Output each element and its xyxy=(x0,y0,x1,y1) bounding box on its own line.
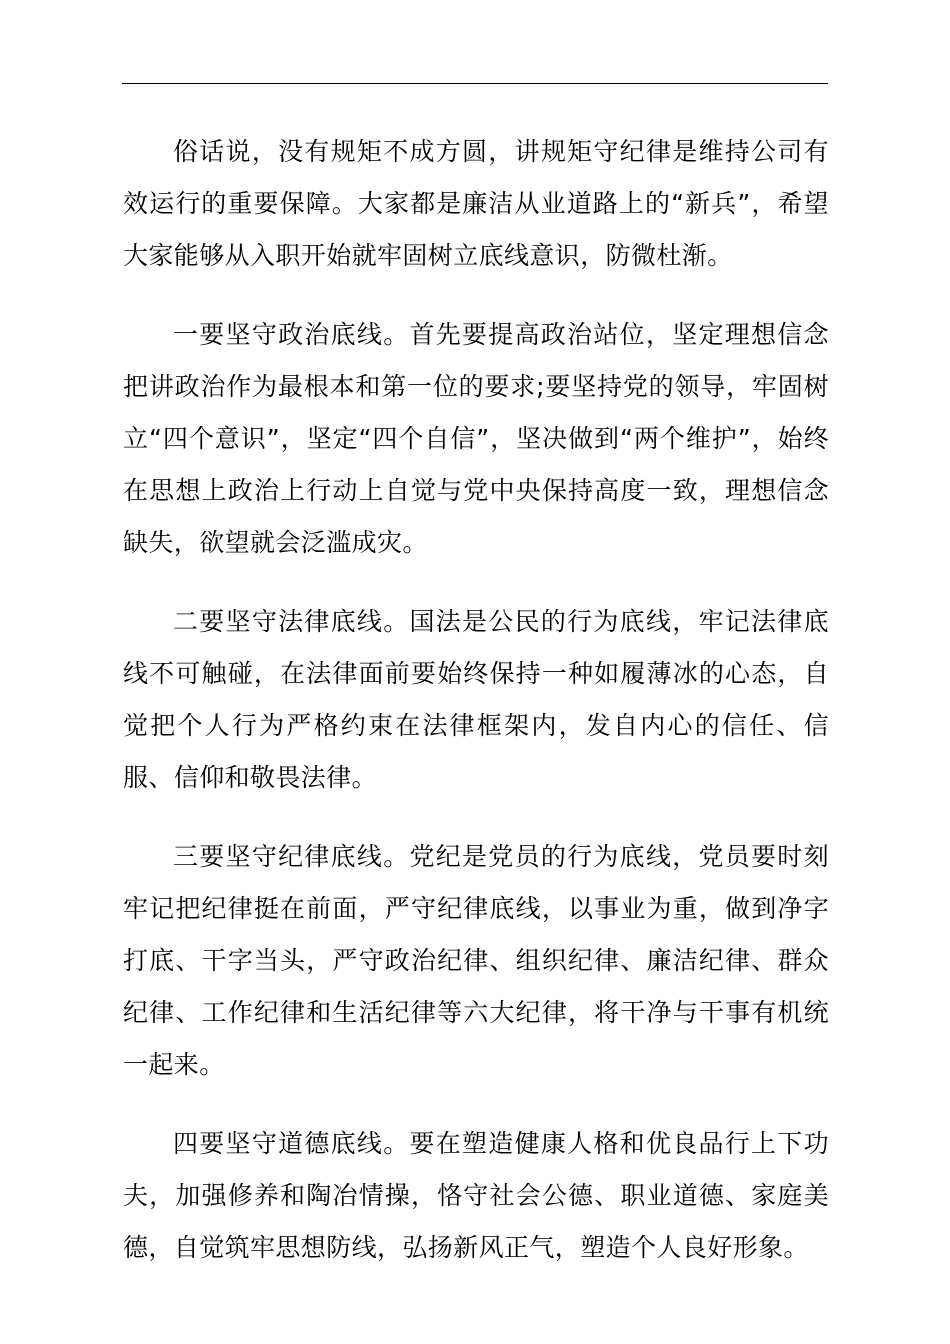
intro-paragraph: 俗话说，没有规矩不成方圆，讲规矩守纪律是维持公司有效运行的重要保障。大家都是廉洁从业道路上的“新兵”，希望大家能够从入职开始就牢固树立底线意识，防微杜渐。 xyxy=(123,137,829,270)
header-rule xyxy=(122,83,828,84)
moral-bottom-line-paragraph: 四要坚守道德底线。要在塑造健康人格和优良品行上下功夫，加强修养和陶冶情操，恪守社会公德、职业道德、家庭美德，自觉筑牢思想防线，弘扬新风正气，塑造个人良好形象。 xyxy=(123,1129,829,1262)
document-body xyxy=(123,126,829,1301)
political-bottom-line-paragraph: 一要坚守政治底线。首先要提高政治站位，坚定理想信念把讲政治作为最根本和第一位的要求;要坚持党的领导，牢固树立“四个意识”，坚定“四个自信”，坚决做到“两个维护”，始终在思想上政治上行动上自觉与党中央保持高度一致，理想信念缺失，欲望就会泛滥成灾。 xyxy=(123,320,829,557)
legal-bottom-line-paragraph: 二要坚守法律底线。国法是公民的行为底线，牢记法律底线不可触碰，在法律面前要始终保持一种如履薄冰的心态，自觉把个人行为严格约束在法律框架内，发自内心的信任、信服、信仰和敬畏法律。 xyxy=(123,607,829,792)
discipline-bottom-line-paragraph: 三要坚守纪律底线。党纪是党员的行为底线，党员要时刻牢记把纪律挺在前面，严守纪律底线，以事业为重，做到净字打底、干字当头，严守政治纪律、组织纪律、廉洁纪律、群众纪律、工作纪律和生活纪律等六大纪律，将干净与干事有机统一起来。 xyxy=(123,842,829,1079)
